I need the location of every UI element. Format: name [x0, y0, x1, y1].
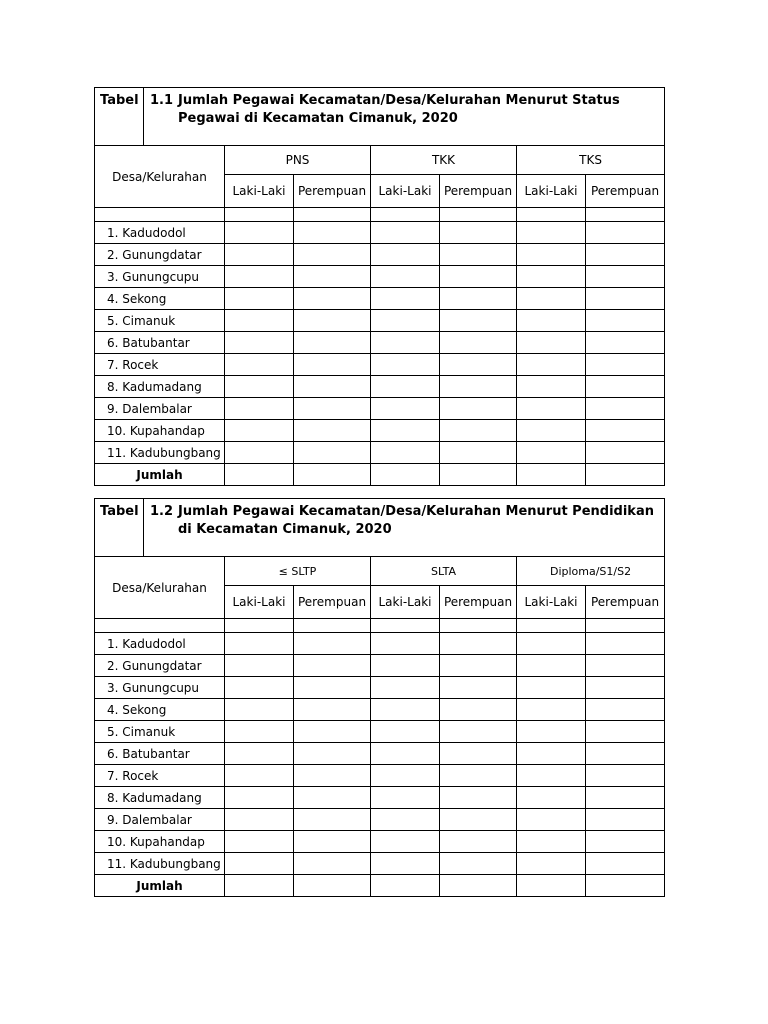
- data-cell: [440, 743, 517, 765]
- data-cell: [586, 332, 665, 354]
- data-cell: [517, 765, 586, 787]
- data-cell: [371, 765, 440, 787]
- table-row: [95, 288, 665, 310]
- table-1-2: [94, 498, 665, 897]
- data-cell: [294, 809, 371, 831]
- data-cell: [294, 420, 371, 442]
- data-cell: [294, 699, 371, 721]
- total-label: Jumlah: [95, 875, 225, 897]
- data-cell: [371, 420, 440, 442]
- village-name: 8. Kadumadang: [95, 376, 225, 398]
- data-cell: [517, 222, 586, 244]
- village-name: 10. Kupahandap: [95, 831, 225, 853]
- table-caption-row: [95, 499, 665, 557]
- table-row: [95, 809, 665, 831]
- data-cell: [225, 464, 294, 486]
- data-cell: [440, 633, 517, 655]
- data-cell: [294, 244, 371, 266]
- data-cell: [294, 354, 371, 376]
- data-cell: [440, 765, 517, 787]
- village-name: 3. Gunungcupu: [95, 677, 225, 699]
- data-cell: [225, 633, 294, 655]
- empty-cell: [294, 619, 371, 633]
- data-cell: [440, 464, 517, 486]
- data-cell: [517, 310, 586, 332]
- data-cell: [440, 853, 517, 875]
- table-row: [95, 743, 665, 765]
- table-row: [95, 677, 665, 699]
- data-cell: [440, 332, 517, 354]
- table-title: Jumlah Pegawai Kecamatan/Desa/Kelurahan Menurut Status Pegawai di Kecamatan Cimanuk, 2020: [178, 93, 620, 126]
- empty-cell: [225, 619, 294, 633]
- data-cell: [517, 244, 586, 266]
- village-name: 5. Cimanuk: [95, 721, 225, 743]
- data-cell: [294, 787, 371, 809]
- data-cell: [586, 354, 665, 376]
- data-cell: [225, 266, 294, 288]
- group-header: TKK: [371, 146, 517, 175]
- sub-header: Laki-Laki: [517, 586, 586, 619]
- table-row: [95, 332, 665, 354]
- table-row: [95, 787, 665, 809]
- sub-header: Laki-Laki: [517, 175, 586, 208]
- data-cell: [225, 655, 294, 677]
- village-name: 2. Gunungdatar: [95, 244, 225, 266]
- table-title-cell: [144, 88, 665, 146]
- data-cell: [517, 787, 586, 809]
- data-cell: [440, 354, 517, 376]
- data-cell: [586, 288, 665, 310]
- empty-cell: [371, 208, 440, 222]
- data-cell: [294, 442, 371, 464]
- data-cell: [517, 809, 586, 831]
- data-cell: [294, 332, 371, 354]
- data-cell: [371, 677, 440, 699]
- empty-cell: [440, 208, 517, 222]
- table-row: [95, 376, 665, 398]
- table-row: [95, 222, 665, 244]
- data-cell: [225, 222, 294, 244]
- sub-header: Perempuan: [586, 175, 665, 208]
- village-name: 9. Dalembalar: [95, 809, 225, 831]
- sub-header: Perempuan: [294, 586, 371, 619]
- data-cell: [586, 442, 665, 464]
- data-cell: [371, 721, 440, 743]
- data-cell: [440, 721, 517, 743]
- data-cell: [517, 875, 586, 897]
- data-cell: [586, 464, 665, 486]
- data-cell: [371, 743, 440, 765]
- total-row: [95, 875, 665, 897]
- village-name: 6. Batubantar: [95, 332, 225, 354]
- village-name: 11. Kadubungbang: [95, 853, 225, 875]
- sub-header: Laki-Laki: [371, 175, 440, 208]
- empty-cell: [440, 619, 517, 633]
- data-cell: [371, 442, 440, 464]
- data-cell: [371, 266, 440, 288]
- data-cell: [371, 398, 440, 420]
- data-cell: [371, 809, 440, 831]
- data-cell: [517, 266, 586, 288]
- row-header: Desa/Kelurahan: [95, 557, 225, 619]
- data-cell: [517, 398, 586, 420]
- table-row: [95, 398, 665, 420]
- data-cell: [440, 655, 517, 677]
- sub-header: Laki-Laki: [225, 586, 294, 619]
- sub-header: Perempuan: [440, 175, 517, 208]
- data-cell: [440, 310, 517, 332]
- data-cell: [225, 787, 294, 809]
- village-name: 7. Rocek: [95, 354, 225, 376]
- data-cell: [586, 633, 665, 655]
- group-header-row: [95, 557, 665, 586]
- data-cell: [586, 420, 665, 442]
- data-cell: [371, 853, 440, 875]
- data-cell: [517, 655, 586, 677]
- data-cell: [371, 288, 440, 310]
- village-name: 6. Batubantar: [95, 743, 225, 765]
- data-cell: [440, 222, 517, 244]
- table-row: [95, 633, 665, 655]
- empty-cell: [225, 208, 294, 222]
- village-name: 1. Kadudodol: [95, 633, 225, 655]
- group-header: ≤ SLTP: [225, 557, 371, 586]
- data-cell: [294, 743, 371, 765]
- total-row: [95, 464, 665, 486]
- data-cell: [225, 420, 294, 442]
- data-cell: [586, 376, 665, 398]
- data-cell: [225, 442, 294, 464]
- table-label: Tabel: [95, 499, 144, 557]
- data-cell: [294, 721, 371, 743]
- data-cell: [294, 398, 371, 420]
- data-cell: [517, 831, 586, 853]
- data-cell: [440, 831, 517, 853]
- village-name: 11. Kadubungbang: [95, 442, 225, 464]
- sub-header: Perempuan: [294, 175, 371, 208]
- empty-cell: [294, 208, 371, 222]
- data-cell: [440, 288, 517, 310]
- data-cell: [440, 376, 517, 398]
- table-1-1: [94, 87, 665, 486]
- data-cell: [371, 633, 440, 655]
- table-number: 1.2: [150, 504, 174, 519]
- data-cell: [586, 853, 665, 875]
- sub-header: Perempuan: [440, 586, 517, 619]
- data-cell: [586, 244, 665, 266]
- data-cell: [371, 831, 440, 853]
- data-cell: [440, 266, 517, 288]
- data-cell: [371, 655, 440, 677]
- data-cell: [225, 875, 294, 897]
- data-cell: [225, 244, 294, 266]
- table-row: [95, 699, 665, 721]
- table-row: [95, 765, 665, 787]
- data-cell: [371, 875, 440, 897]
- village-name: 4. Sekong: [95, 699, 225, 721]
- table-title: Jumlah Pegawai Kecamatan/Desa/Kelurahan Menurut Pendidikan di Kecamatan Cimanuk, 2020: [178, 504, 654, 537]
- empty-cell: [586, 619, 665, 633]
- data-cell: [440, 442, 517, 464]
- table-caption-row: [95, 88, 665, 146]
- data-cell: [517, 376, 586, 398]
- table-row: [95, 354, 665, 376]
- data-cell: [517, 332, 586, 354]
- data-cell: [294, 655, 371, 677]
- village-name: 4. Sekong: [95, 288, 225, 310]
- village-name: 9. Dalembalar: [95, 398, 225, 420]
- data-cell: [586, 222, 665, 244]
- data-cell: [294, 875, 371, 897]
- data-cell: [371, 354, 440, 376]
- empty-cell: [586, 208, 665, 222]
- data-cell: [294, 464, 371, 486]
- data-cell: [440, 420, 517, 442]
- data-cell: [225, 699, 294, 721]
- data-cell: [440, 787, 517, 809]
- empty-cell: [371, 619, 440, 633]
- data-cell: [371, 332, 440, 354]
- data-cell: [225, 376, 294, 398]
- data-cell: [586, 765, 665, 787]
- data-cell: [294, 677, 371, 699]
- data-cell: [586, 787, 665, 809]
- data-cell: [517, 699, 586, 721]
- group-header: SLTA: [371, 557, 517, 586]
- table-row: [95, 831, 665, 853]
- village-name: 8. Kadumadang: [95, 787, 225, 809]
- data-cell: [517, 743, 586, 765]
- group-header: TKS: [517, 146, 665, 175]
- data-cell: [586, 310, 665, 332]
- data-cell: [517, 853, 586, 875]
- data-cell: [225, 677, 294, 699]
- data-cell: [517, 354, 586, 376]
- data-cell: [517, 442, 586, 464]
- table-number: 1.1: [150, 93, 174, 108]
- data-cell: [440, 677, 517, 699]
- data-cell: [371, 376, 440, 398]
- data-cell: [294, 222, 371, 244]
- data-cell: [294, 288, 371, 310]
- data-cell: [440, 809, 517, 831]
- data-cell: [225, 310, 294, 332]
- data-cell: [294, 376, 371, 398]
- table-row: [95, 420, 665, 442]
- data-cell: [517, 721, 586, 743]
- data-cell: [225, 354, 294, 376]
- data-cell: [225, 809, 294, 831]
- data-cell: [371, 244, 440, 266]
- data-cell: [294, 633, 371, 655]
- data-cell: [586, 875, 665, 897]
- village-name: 2. Gunungdatar: [95, 655, 225, 677]
- data-cell: [225, 288, 294, 310]
- group-header: PNS: [225, 146, 371, 175]
- data-cell: [586, 831, 665, 853]
- data-cell: [371, 699, 440, 721]
- data-cell: [225, 398, 294, 420]
- data-cell: [517, 288, 586, 310]
- data-cell: [225, 721, 294, 743]
- data-cell: [294, 765, 371, 787]
- table-title-cell: [144, 499, 665, 557]
- table-row: [95, 442, 665, 464]
- village-name: 10. Kupahandap: [95, 420, 225, 442]
- data-cell: [586, 743, 665, 765]
- village-name: 5. Cimanuk: [95, 310, 225, 332]
- data-cell: [225, 332, 294, 354]
- data-cell: [440, 398, 517, 420]
- data-cell: [294, 266, 371, 288]
- data-cell: [440, 699, 517, 721]
- table-row: [95, 266, 665, 288]
- table-label: Tabel: [95, 88, 144, 146]
- data-cell: [225, 831, 294, 853]
- total-label: Jumlah: [95, 464, 225, 486]
- data-cell: [371, 464, 440, 486]
- data-cell: [371, 222, 440, 244]
- data-cell: [586, 677, 665, 699]
- data-cell: [517, 633, 586, 655]
- empty-cell: [517, 619, 586, 633]
- sub-header: Laki-Laki: [371, 586, 440, 619]
- empty-cell: [95, 208, 225, 222]
- data-cell: [294, 853, 371, 875]
- spacer-row: [95, 619, 665, 633]
- data-cell: [371, 787, 440, 809]
- sub-header: Perempuan: [586, 586, 665, 619]
- row-header: Desa/Kelurahan: [95, 146, 225, 208]
- table-row: [95, 853, 665, 875]
- group-header-row: [95, 146, 665, 175]
- sub-header: Laki-Laki: [225, 175, 294, 208]
- group-header: Diploma/S1/S2: [517, 557, 665, 586]
- spacer-row: [95, 208, 665, 222]
- table-row: [95, 244, 665, 266]
- village-name: 1. Kadudodol: [95, 222, 225, 244]
- data-cell: [440, 875, 517, 897]
- data-cell: [371, 310, 440, 332]
- data-cell: [586, 655, 665, 677]
- data-cell: [586, 699, 665, 721]
- village-name: 7. Rocek: [95, 765, 225, 787]
- data-cell: [225, 743, 294, 765]
- data-cell: [586, 809, 665, 831]
- data-cell: [225, 853, 294, 875]
- table-row: [95, 655, 665, 677]
- data-cell: [586, 721, 665, 743]
- data-cell: [586, 266, 665, 288]
- village-name: 3. Gunungcupu: [95, 266, 225, 288]
- empty-cell: [95, 619, 225, 633]
- data-cell: [294, 310, 371, 332]
- table-row: [95, 310, 665, 332]
- data-cell: [586, 398, 665, 420]
- data-cell: [517, 464, 586, 486]
- data-cell: [294, 831, 371, 853]
- data-cell: [225, 765, 294, 787]
- data-cell: [517, 677, 586, 699]
- table-body: [95, 619, 665, 897]
- table-row: [95, 721, 665, 743]
- data-cell: [517, 420, 586, 442]
- data-cell: [440, 244, 517, 266]
- empty-cell: [517, 208, 586, 222]
- table-body: [95, 208, 665, 486]
